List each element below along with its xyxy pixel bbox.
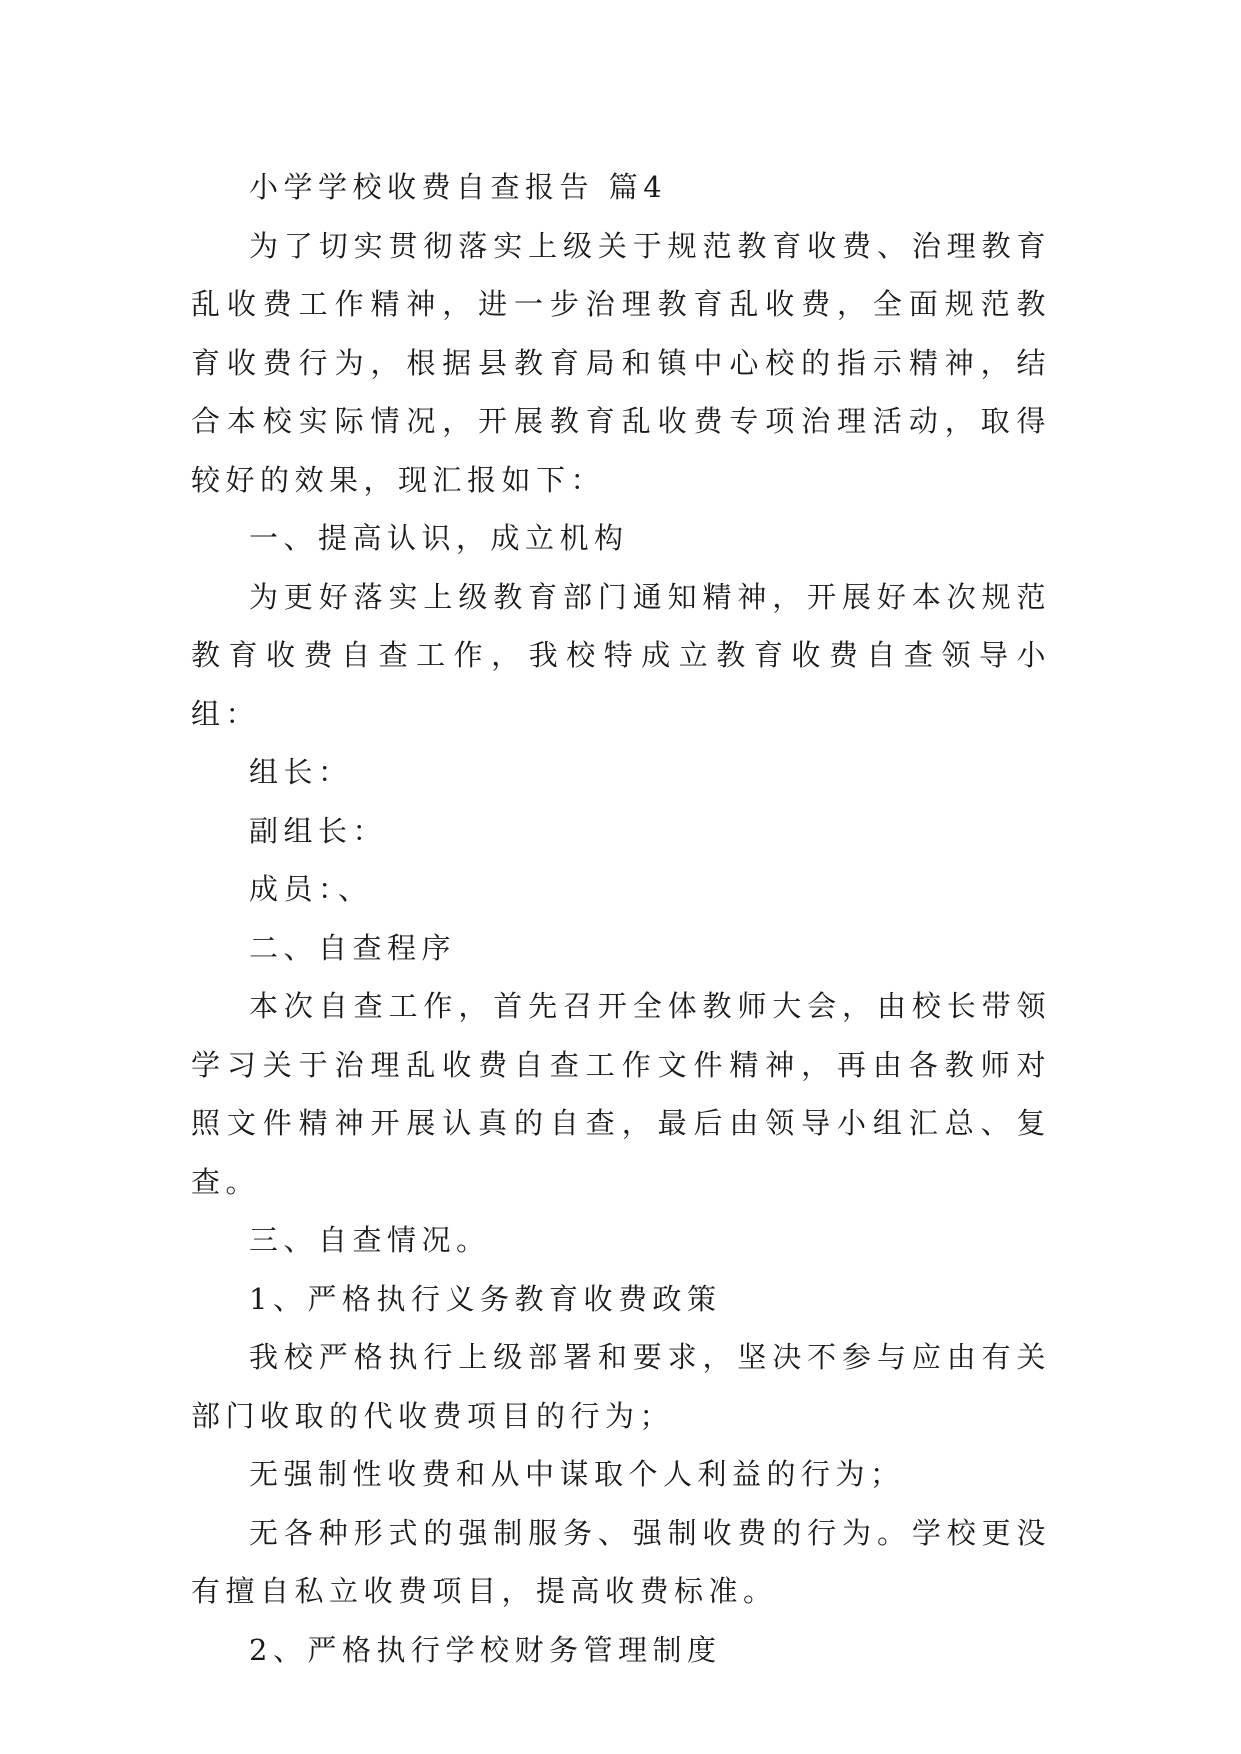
- document-body: [191, 158, 1051, 1679]
- paragraph-no-forced-fees: 无强制性收费和从中谋取个人利益的行为；: [249, 1457, 905, 1491]
- line-deputy-leader: 副组长：: [249, 813, 388, 848]
- section-heading-2: 二、自查程序: [249, 930, 457, 965]
- paragraph-policy: 我校严格执行上级部署和要求，坚决不参与应由有关部门收取的代收费项目的行为；: [191, 1340, 1051, 1433]
- line-members: 成员：、: [249, 872, 373, 906]
- section-heading-1: 一、提高认识，成立机构: [249, 521, 629, 555]
- section-heading-3: 三、自查情况。: [249, 1223, 491, 1257]
- paragraph-intro: 为了切实贯彻落实上级关于规范教育收费、治理教育乱收费工作精神，进一步治理教育乱收费，全面规范教育收费行为，根据县教育局和镇中心校的指示精神，结合本校实际情况，开展教育乱收费专项治理活动，取得较好的效果，现汇报如下：: [191, 228, 1051, 497]
- paragraph-procedure: 本次自查工作，首先召开全体教师大会，由校长带领学习关于治理乱收费自查工作文件精神，再由各教师对照文件精神开展认真的自查，最后由领导小组汇总、复查。: [191, 989, 1051, 1199]
- paragraph-organization: 为更好落实上级教育部门通知精神，开展好本次规范教育收费自查工作，我校特成立教育收费自查领导小组：: [191, 579, 1051, 731]
- paragraph-no-forced-services: 无各种形式的强制服务、强制收费的行为。学校更没有擅自私立收费项目，提高收费标准。: [191, 1515, 1051, 1608]
- subheading-1: 1、严格执行义务教育收费政策: [249, 1281, 722, 1316]
- line-group-leader: 组长：: [249, 755, 353, 789]
- document-title: 小学学校收费自查报告 篇4: [249, 170, 668, 204]
- subheading-2: 2、严格执行学校财务管理制度: [249, 1632, 722, 1667]
